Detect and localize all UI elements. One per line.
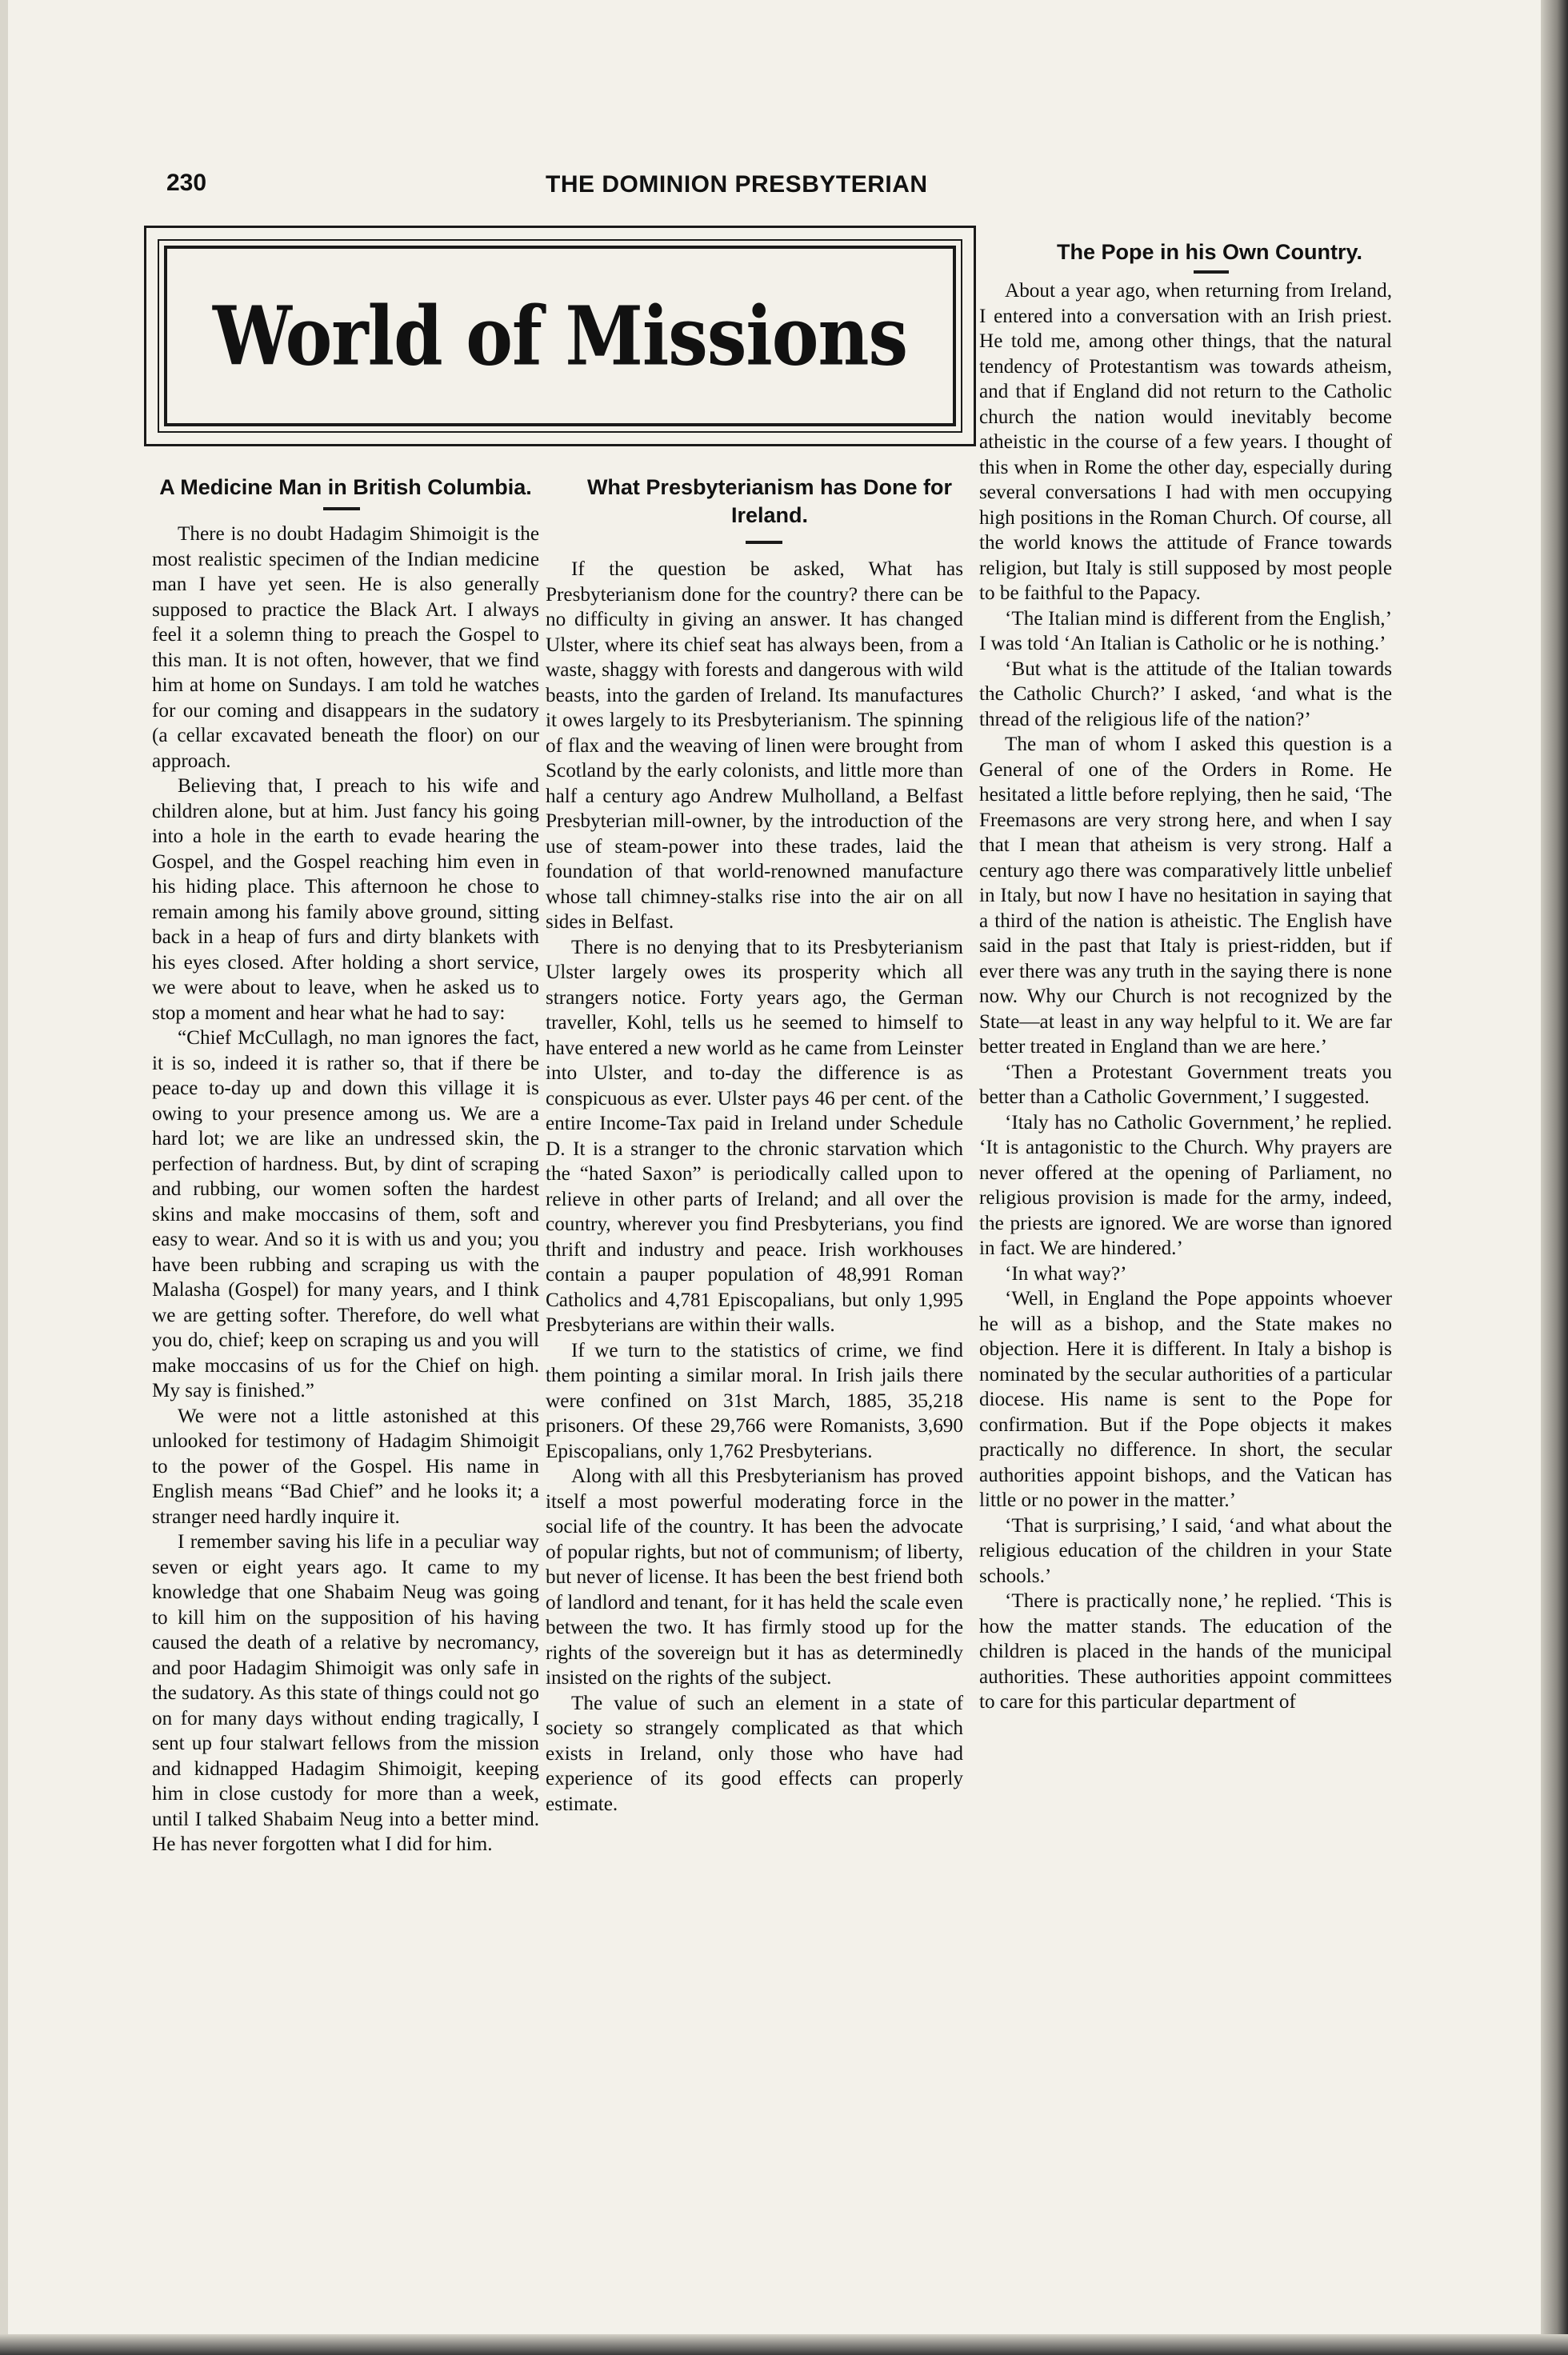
paragraph: ‘In what way?’ bbox=[1005, 1262, 1127, 1285]
article-heading-presbyterianism: What Presbyterianism has Done for Ireland. bbox=[586, 475, 953, 527]
article-body-pope bbox=[979, 278, 1392, 1715]
paragraph: There is no denying that to its Presbyterianism Ulster largely owes its prosperity which all strangers notice. Forty years ago, the German traveller, Kohl, tells us he seemed to himself to have entered a new world as he came from Leinster into Ulster, and to-day the difference is as conspicuous as ever. Ulster pays 46 per cent. of the entire Income-Tax paid in Ireland under Schedule D. It is a stranger to the chronic starvation which the “hated Saxon” is periodically called upon to relieve in other parts of Ireland; and all over the country, wherever you find Presbyterians, you find thrift and industry and peace. Irish workhouses contain a pauper population of 48,991 Roman Catholics and 4,781 Episcopalians, but only 1,995 Presbyterians are within their walls. bbox=[546, 936, 963, 1336]
page-bottom-edge bbox=[0, 2334, 1568, 2355]
banner-inner-frame bbox=[164, 246, 956, 426]
paragraph: “Chief McCullagh, no man ignores the fact, it is so, indeed it is rather so, that if there be peace to-day up and down this village it is owing to your presence among us. We are a hard lot; we are like an undressed skin, the perfection of hardness. But, by dint of scraping and rubbing, our women soften the hardest skins and make moccasins of them, soft and easy to wear. And so it is with us and you; you have been rubbing and scraping us with the Malasha (Gospel) for many years, and I think we are getting softer. Therefore, do well what you do, chief; keep on scraping us and you will make moccasins of us for the Chief on high. My say is finished.” bbox=[152, 1027, 539, 1401]
paragraph: If the question be asked, What has Presbyterianism done for the country? there can be no difficulty in giving an answer. It has changed Ulster, where its chief seat has always been, from a waste, shaggy with forests and dangerous with wild beasts, into the garden of Ireland. Its manufactures it owes largely to its Presbyterianism. The spinning of flax and the weaving of linen were brought from Scotland by the early colonists, and little more than half a century ago Andrew Mulholland, a Belfast Presbyterian mill-owner, by the introduction of the use of steam-power into these trades, laid the foundation of that world-renowned manufacture whose tall chimney-stalks rise into the air on all sides in Belfast. bbox=[546, 558, 963, 933]
paragraph: The value of such an element in a state of society so strangely complicated as that which exists in Ireland, only those who have had experience of its good effects can properly estimate. bbox=[546, 1692, 963, 1815]
heading-rule bbox=[323, 507, 360, 510]
paragraph: ‘That is surprising,’ I said, ‘and what about the religious education of the children in your State schools.’ bbox=[979, 1514, 1392, 1587]
paragraph: ‘The Italian mind is different from the English,’ I was told ‘An Italian is Catholic or he is nothing.’ bbox=[979, 607, 1392, 654]
heading-rule bbox=[1194, 270, 1229, 274]
paragraph: If we turn to the statistics of crime, we find them pointing a similar moral. In Irish jails there were confined on 31st March, 1885, 35,218 prisoners. Of these 29,766 were Romanists, 3,690 Episcopalians, only 1,762 Presbyterians. bbox=[546, 1339, 963, 1462]
page-left-edge bbox=[0, 0, 8, 2355]
heading-rule bbox=[746, 541, 782, 544]
paragraph: ‘But what is the attitude of the Italian towards the Catholic Church?’ I asked, ‘and what is the thread of the religious life of the nation?’ bbox=[979, 658, 1392, 730]
running-head: THE DOMINION PRESBYTERIAN bbox=[546, 171, 928, 198]
paragraph: Believing that, I preach to his wife and children alone, but at him. Just fancy his going into a hole in the earth to evade hearing the Gospel, and the Gospel reaching him even in his hiding place. This afternoon he chose to remain among his family above ground, sitting back in a heap of furs and dirty blankets with his eyes closed. After holding a short service, we were about to leave, when he asked us to stop a moment and hear what he had to say: bbox=[152, 775, 539, 1024]
paragraph: ‘Italy has no Catholic Government,’ he replied. ‘It is antagonistic to the Church. Why prayers are never offered at the opening of Parliament, no religious provision is made for the army, indeed, the priests are ignored. We are worse than ignored in fact. We are hindered.’ bbox=[979, 1111, 1392, 1259]
article-heading-medicine-man: A Medicine Man in British Columbia. bbox=[159, 475, 532, 499]
paragraph: We were not a little astonished at this unlooked for testimony of Hadagim Shimoigit to the power of the Gospel. His name in English means “Bad Chief” and he looks it; a stranger need hardly inquire it. bbox=[152, 1405, 539, 1528]
banner-title: World of Missions bbox=[212, 288, 908, 384]
article-body-medicine-man bbox=[152, 522, 539, 1857]
page-binding-edge bbox=[1541, 0, 1568, 2355]
article-heading-pope: The Pope in his Own Country. bbox=[1056, 240, 1362, 264]
page-number: 230 bbox=[166, 170, 207, 196]
paragraph: ‘There is practically none,’ he replied. ‘This is how the matter stands. The education of the children is placed in the hands of the municipal authorities. These authorities appoint committees to care for this particular department of bbox=[979, 1590, 1392, 1713]
paragraph: ‘Well, in England the Pope appoints whoever he will as a bishop, and the State makes no objection. Here it is different. In Italy a bishop is nominated by the secular authorities of a particular diocese. His name is sent to the Pope for confirmation. But if the Pope objects it makes practically no difference. In short, the secular authorities appoint bishops, and the Vatican has little or no power in the matter.’ bbox=[979, 1288, 1392, 1511]
paragraph: Along with all this Presbyterianism has proved itself a most powerful moderating force in the social life of the country. It has been the advocate of popular rights, but not of communism; of liberty, but never of license. It has been the best friend both of landlord and tenant, for it has held the scale even between the two. It has firmly stood up for the rights of the sovereign but it has as determinedly insisted on the rights of the subject. bbox=[546, 1465, 963, 1689]
paragraph: ‘Then a Protestant Government treats you better than a Catholic Government,’ I suggested. bbox=[979, 1061, 1392, 1108]
paragraph: There is no doubt Hadagim Shimoigit is the most realistic specimen of the Indian medicine man I have yet seen. He is also generally supposed to practice the Black Art. I always feel it a solemn thing to preach the Gospel to this man. It is not often, however, that we find him at home on Sundays. I am told he watches for our coming and disappears in the sudatory (a cellar excavated beneath the floor) on our approach. bbox=[152, 523, 539, 772]
paragraph: About a year ago, when returning from Ireland, I entered into a conversation with an Irish priest. He told me, among other things, that the natural tendency of Protestantism was towards atheism, and that if England did not return to the Catholic church the nation would inevitably become atheistic in the course of a few years. I thought of this when in Rome the other day, especially during several conversations I had with men occupying high positions in the Roman Church. Of course, all the world knows the attitude of France towards religion, but Italy is still supposed by most people to be faithful to the Papacy. bbox=[979, 280, 1392, 604]
paragraph: The man of whom I asked this question is a General of one of the Orders in Rome. He hesitated a little before replying, then he said, ‘The Freemasons are very strong here, and when I say that I mean that atheism is very strong. Half a century ago there was comparatively little unbelief in Italy, but now I have no hesitation in saying that a third of the nation is atheistic. The English have said in the past that Italy is priest-ridden, but if ever there was any truth in the saying there is none now. Why our Church is not recognized by the State—at least in any way helpful to it. We are far better treated in England than we are here.’ bbox=[979, 734, 1392, 1058]
article-body-presbyterianism bbox=[546, 557, 963, 1817]
paragraph: I remember saving his life in a peculiar way seven or eight years ago. It came to my knowledge that one Shabaim Neug was going to kill him on the supposition of his having caused the death of a relative by necromancy, and poor Hadagim Shimoigit was only safe in the sudatory. As this state of things could not go on for many days without ending tragically, I sent up four stalwart fellows from the mission and kidnapped Hadagim Shimoigit, keeping him in close custody for more than a week, until I talked Shabaim Neug into a better mind. He has never forgotten what I did for him. bbox=[152, 1531, 539, 1855]
section-banner bbox=[144, 226, 976, 446]
